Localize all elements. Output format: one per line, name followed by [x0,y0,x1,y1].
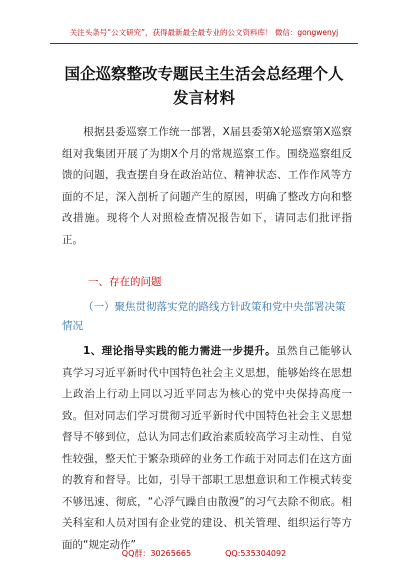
banner-divider [50,43,358,44]
point-1-paragraph [62,341,352,556]
subheading [62,298,352,336]
intro-paragraph [62,122,352,251]
banner-text: 关注头条号“公文研究”，获得最新最全最专业的公文资料库！ 微信：gongwenyj [69,28,339,37]
document-title-line-1: 国企巡察整改专题民主生活会总经理个人 [64,64,344,83]
intro-paragraph-text: 根据县委巡察工作统一部署，X届县委第X轮巡察第X巡察组对我集团开展了为期X个月的常规巡察工作。围绕巡察组反馈的问题，我查摆自身在政治站位、精神状态、工作作风等方面的不足，深入剖析了问题产生的原因，明确了整改方向和整改措施。现将个人对照检查情况报告如下，请同志们批评指正。 [62,126,352,246]
document-title-line-2: 发言材料 [172,88,235,107]
section-heading: 一、存在的问题 [88,276,162,288]
footer-qq-group: QQ群：30265665 [121,549,192,558]
point-1-lead: 1、理论指导实践的能力需进一步提升。 [83,345,277,357]
footer-contact [0,548,408,560]
footer-qq: QQ:535304092 [225,549,287,558]
subheading-text: （一）聚焦贯彻落实党的路线方针政策和党中央部署决策情况 [62,301,346,332]
point-1-body: 虽然自己能够认真学习习近平新时代中国特色社会主义思想，能够始终在思想上政治上行动上同以习近平同志为核心的党中央保持高度一致。但对同志们学习贯彻习近平新时代中国特色社会主义思想督导不够到位，总认为同志们政治素质较高学习主动性、自觉性较强，整天忙于繁杂琐碎的业务工作疏于对同志们在这方面的教育和督导。比如，引导干部职工思想意识和工作模式转变不够迅速、彻底，“心浮气躁自由散漫”的习气去除不彻底。相关科室和人员对国有企业党的建设、机关管理、组织运行等方面的“规定动作” [62,345,352,551]
